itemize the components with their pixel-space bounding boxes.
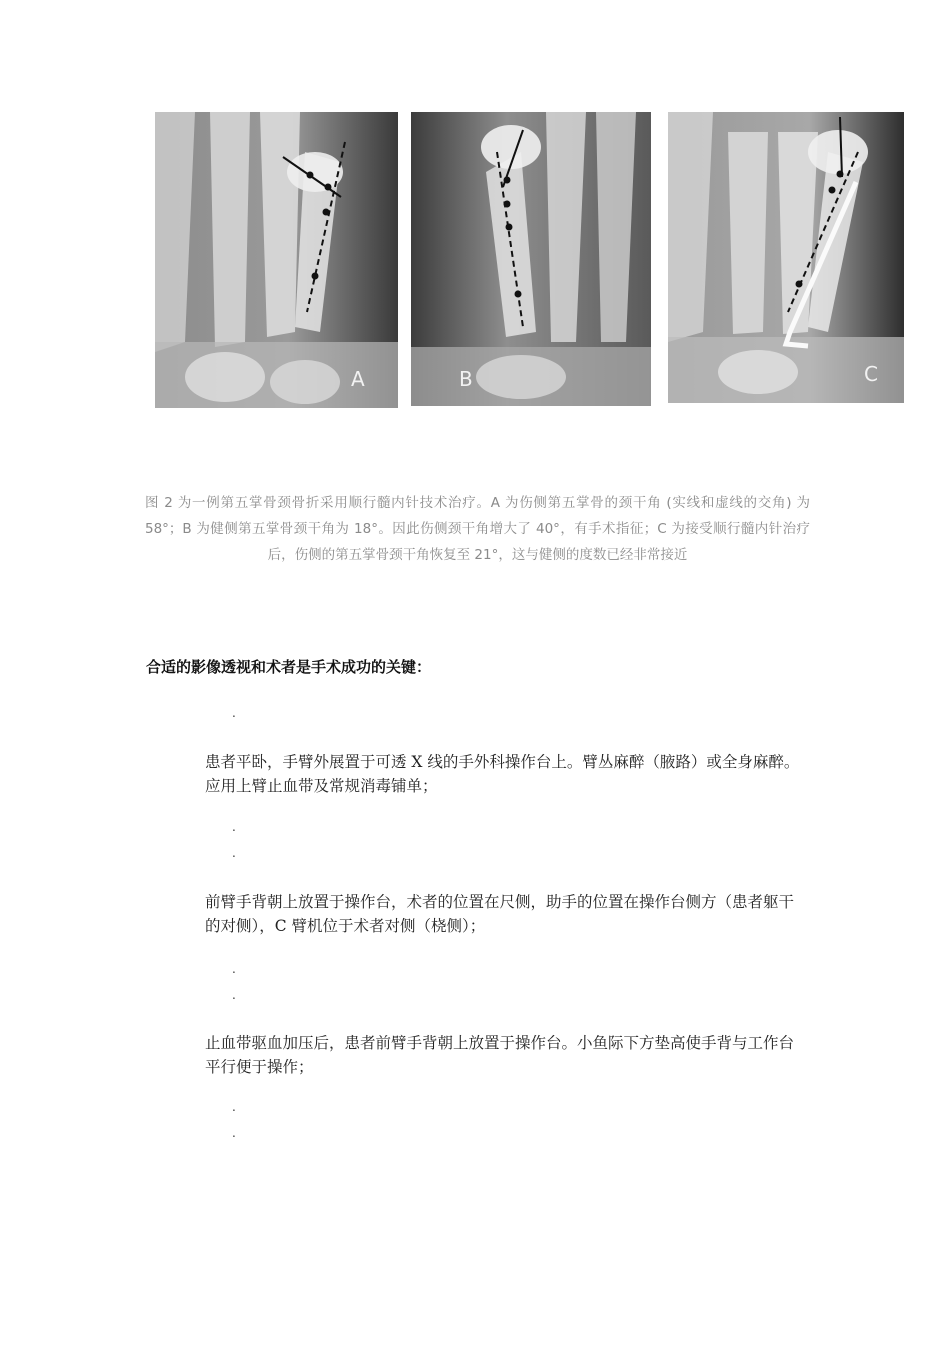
panel-letter-b: B xyxy=(459,367,473,391)
bullet-marker: . xyxy=(232,820,236,834)
bullet-marker: . xyxy=(232,1100,236,1114)
xray-panel-a xyxy=(155,112,398,408)
xray-panel-c xyxy=(668,112,904,403)
bullet-marker: . xyxy=(232,706,236,720)
bullet-marker: . xyxy=(232,962,236,976)
figure-caption: 图 2 为一例第五掌骨颈骨折采用顺行髓内针技术治疗。A 为伤侧第五掌骨的颈干角 (实线和虚线的交角) 为 58°；B 为健侧第五掌骨颈干角为 18°。因此伤侧颈干角增大了 40°，有手术指征；C 为接受顺行髓内针治疗后，伤侧的第五掌骨颈干角恢复至 21°，这与健侧的度数已经非常接近 xyxy=(145,495,810,563)
bullet-marker: . xyxy=(232,988,236,1002)
xray-panel-b xyxy=(411,112,651,406)
bullet-marker: . xyxy=(232,1126,236,1140)
xray-figure xyxy=(155,112,907,408)
step-paragraph: 患者平卧，手臂外展置于可透 X 线的手外科操作台上。臂丛麻醉（腋路）或全身麻醉。应用上臂止血带及常规消毒铺单； xyxy=(205,753,800,795)
panel-letter-a: A xyxy=(351,367,365,391)
step-paragraph: 前臂手背朝上放置于操作台，术者的位置在尺侧，助手的位置在操作台侧方（患者躯干的对侧），C 臂机位于术者对侧（桡侧）； xyxy=(205,893,795,935)
panel-letter-c: C xyxy=(864,362,878,386)
step-paragraph: 止血带驱血加压后，患者前臂手背朝上放置于操作台。小鱼际下方垫高使手背与工作台平行便于操作； xyxy=(205,1034,795,1076)
section-heading: 合适的影像透视和术者是手术成功的关键： xyxy=(146,658,432,676)
bullet-marker: . xyxy=(232,846,236,860)
